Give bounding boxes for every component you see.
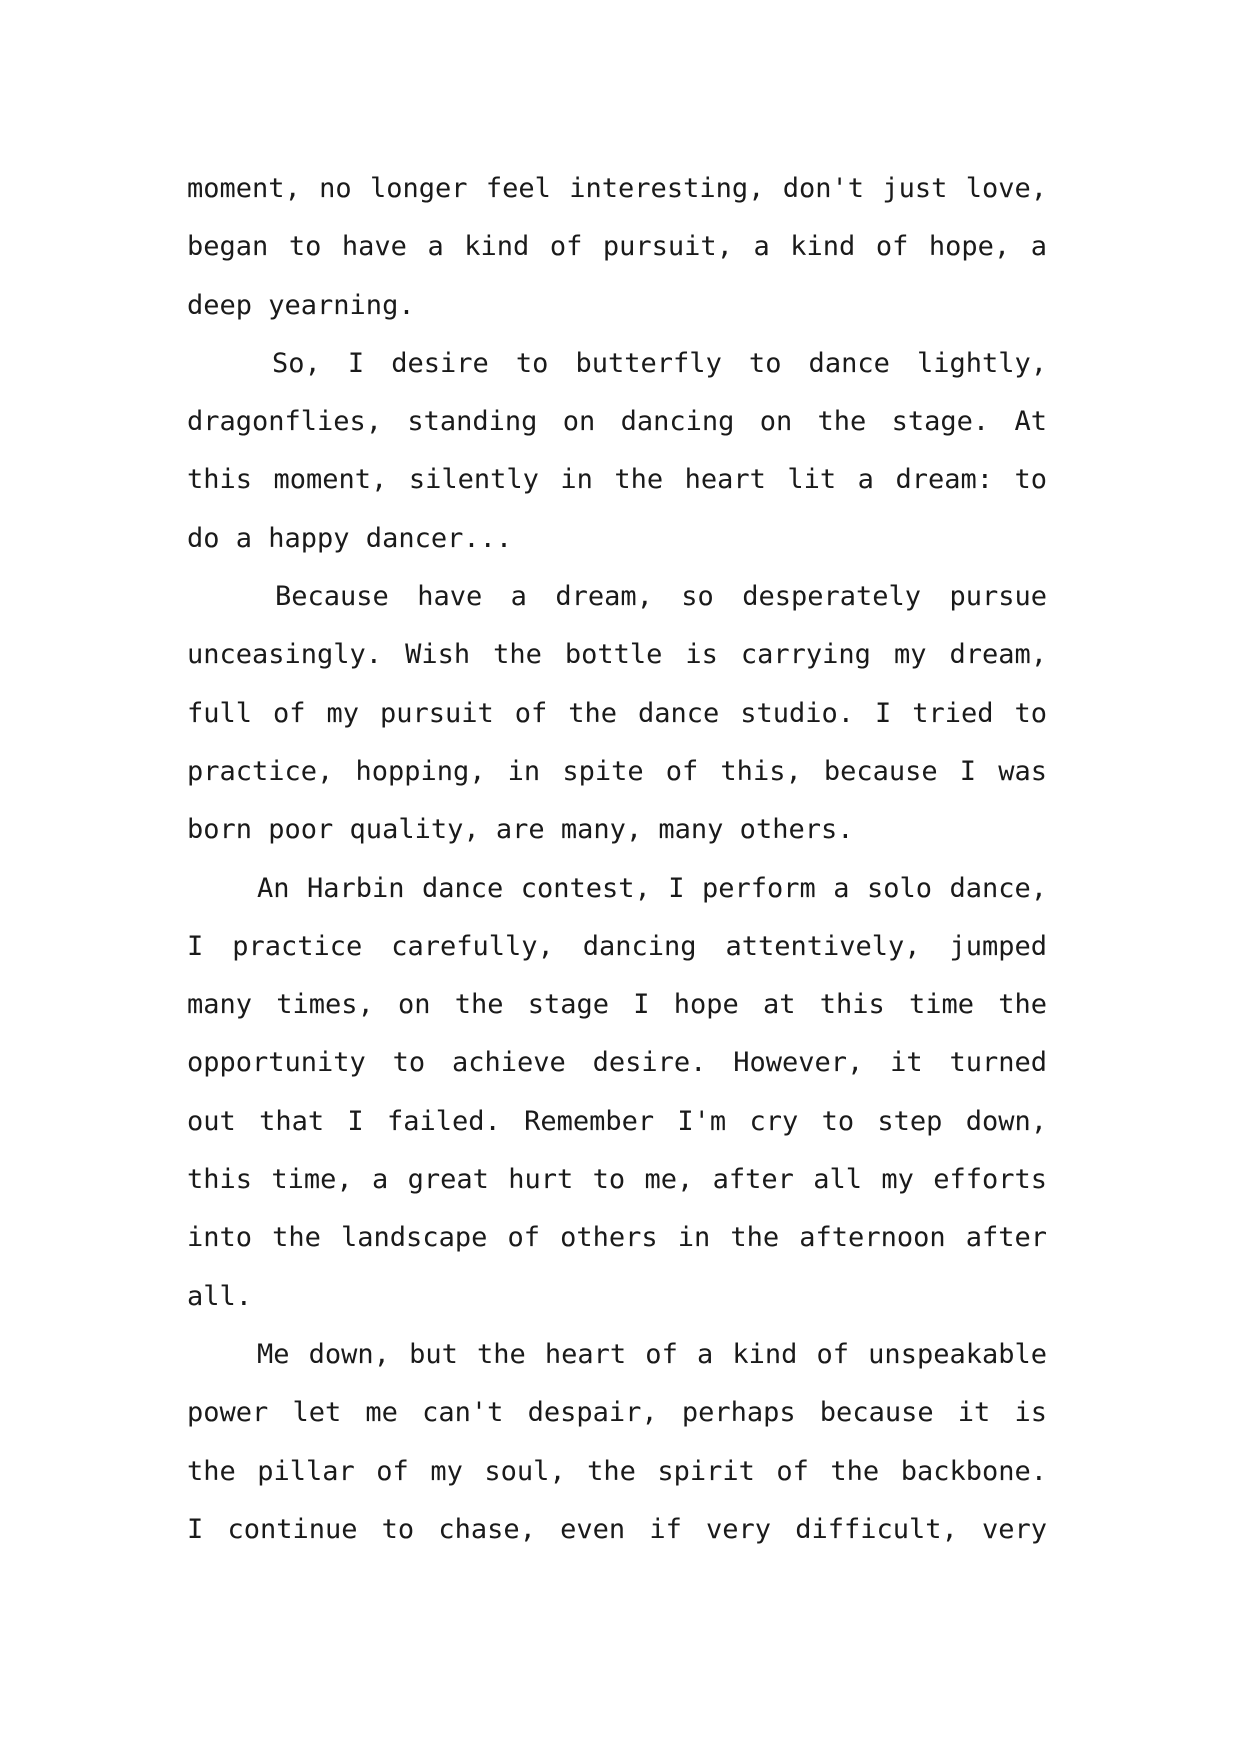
paragraph [187, 568, 1047, 859]
text-line: Because have a dream, so desperately pursue [275, 581, 1047, 613]
text-line: began to have a kind of pursuit, a kind of hope, a [187, 231, 1047, 263]
text-line: born poor quality, are many, many others. [187, 814, 854, 846]
paragraph [187, 860, 1047, 1326]
text-line: into the landscape of others in the afternoon after [187, 1222, 1047, 1254]
text-line: unceasingly. Wish the bottle is carrying my dream, [187, 639, 1047, 671]
text-line: An Harbin dance contest, I perform a solo dance, [257, 872, 1047, 904]
paragraph [187, 160, 1047, 335]
text-line: the pillar of my soul, the spirit of the backbone. [187, 1455, 1047, 1487]
text-line: Me down, but the heart of a kind of unspeakable [257, 1338, 1047, 1370]
text-line: deep yearning. [187, 289, 415, 321]
text-line: moment, no longer feel interesting, don't just love, [187, 173, 1047, 204]
text-line: I practice carefully, dancing attentively, jumped [187, 930, 1047, 962]
text-line: many times, on the stage I hope at this time the [187, 989, 1047, 1021]
text-line: out that I failed. Remember I'm cry to step down, [187, 1105, 1047, 1137]
text-line: opportunity to achieve desire. However, it turned [187, 1047, 1047, 1079]
text-line: power let me can't despair, perhaps because it is [187, 1397, 1047, 1429]
paragraph [187, 1326, 1047, 1559]
text-line: full of my pursuit of the dance studio. I tried to [187, 697, 1047, 729]
text-line: So, I desire to butterfly to dance lightly, [272, 347, 1047, 379]
text-line: do a happy dancer... [187, 522, 513, 554]
text-line: this time, a great hurt to me, after all my efforts [187, 1164, 1047, 1196]
text-line: dragonflies, standing on dancing on the stage. At [187, 406, 1047, 438]
text-line: this moment, silently in the heart lit a dream: to [187, 464, 1047, 496]
body-text [187, 160, 1047, 1559]
text-line: practice, hopping, in spite of this, because I was [187, 755, 1047, 787]
paragraph [187, 335, 1047, 568]
text-line: all. [187, 1280, 253, 1312]
text-line: I continue to chase, even if very difficult, very [187, 1513, 1047, 1545]
